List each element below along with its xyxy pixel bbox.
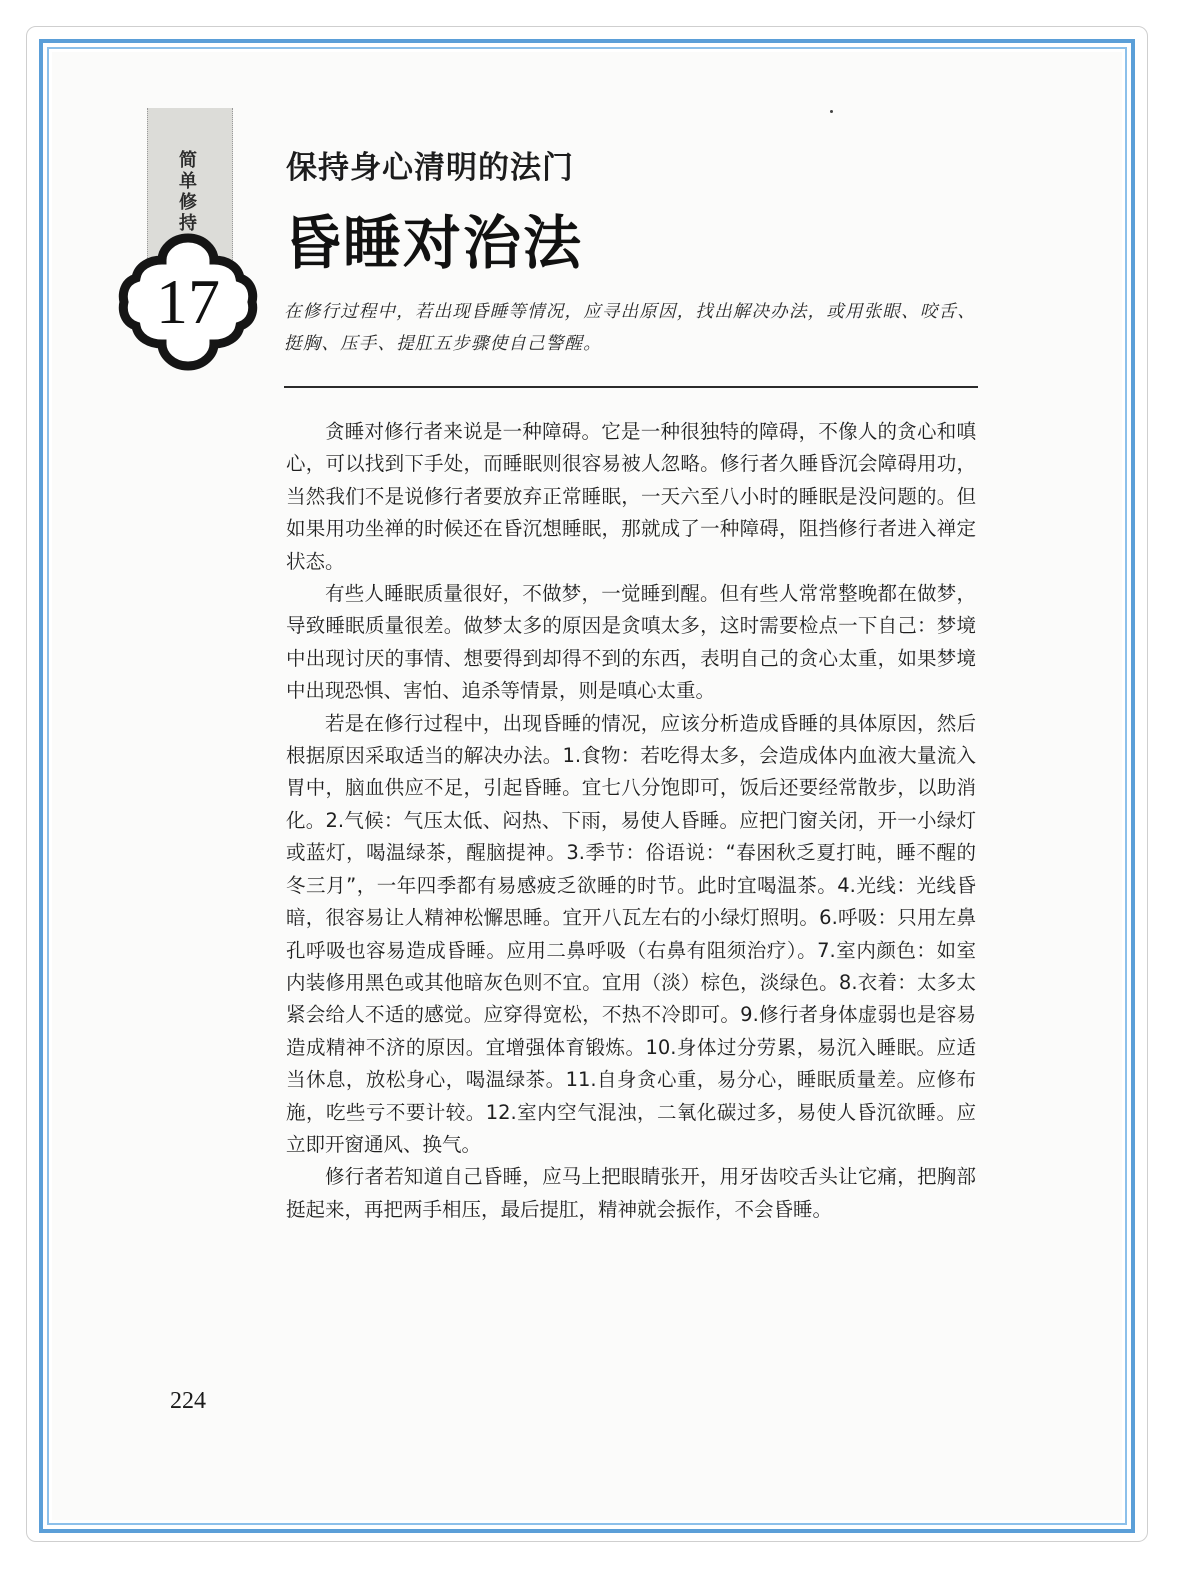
paragraph: 贪睡对修行者来说是一种障碍。它是一种很独特的障碍，不像人的贪心和嗔心，可以找到下手处，而睡眠则很容易被人忽略。修行者久睡昏沉会障碍用功，当然我们不是说修行者要放弃正常睡眠，一天六至八小时的睡眠是没问题的。但如果用功坐禅的时候还在昏沉想睡眠，那就成了一种障碍，阻挡修行者进入禅定状态。 — [286, 420, 976, 573]
page-number: 224 — [170, 1388, 206, 1414]
section-divider — [284, 386, 978, 388]
paragraph: 修行者若知道自己昏睡，应马上把眼睛张开，用牙齿咬舌头让它痛，把胸部挺起来，再把两手相压，最后提肛，精神就会振作，不会昏睡。 — [286, 1165, 976, 1221]
chapter-title: 昏睡对治法 — [283, 209, 584, 277]
paragraph: 有些人睡眠质量很好，不做梦，一觉睡到醒。但有些人常常整晚都在做梦，导致睡眠质量很差。做梦太多的原因是贪嗔太多，这时需要检点一下自己：梦境中出现讨厌的事情、想要得到却得不到的东西，表明自己的贪心太重，如果梦境中出现恐惧、害怕、追杀等情景，则是嗔心太重。 — [286, 582, 976, 703]
paragraph: 若是在修行过程中，出现昏睡的情况，应该分析造成昏睡的具体原因，然后根据原因采取适当的解决办法。1.食物：若吃得太多，会造成体内血液大量流入胃中，脑血供应不足，引起昏睡。宜七八分饱即可，饭后还要经常散步，以助消化。2.气候：气压太低、闷热、下雨，易使人昏睡。应把门窗关闭，开一小绿灯或蓝灯，喝温绿茶，醒脑提神。3.季节：俗语说：“春困秋乏夏打盹，睡不醒的冬三月”，一年四季都有易感疲乏欲睡的时节。此时宜喝温茶。4.光线：光线昏暗，很容易让人精神松懈思睡。宜开八瓦左右的小绿灯照明。6.呼吸：只用左鼻孔呼吸也容易造成昏睡。应用二鼻呼吸（右鼻有阻须治疗）。7.室内颜色：如室内装修用黑色或其他暗灰色则不宜。宜用（淡）棕色，淡绿色。8.衣着：太多太紧会给人不适的感觉。应穿得宽松，不热不冷即可。9.修行者身体虚弱也是容易造成精神不济的原因。宜增强体育锻炼。10.身体过分劳累，易沉入睡眠。应适当休息，放松身心，喝温绿茶。11.自身贪心重，易分心，睡眠质量差。应修布施，吃些亏不要计较。12.室内空气混浊，二氧化碳过多，易使人昏沉欲睡。应立即开窗通风、换气。 — [286, 711, 976, 1156]
chapter-number: 17 — [156, 266, 220, 337]
chapter-subtitle: 保持身心清明的法门 — [286, 150, 574, 186]
body-text — [286, 416, 976, 1226]
sidebar-tab-label: 简单修持 — [179, 150, 197, 234]
scan-speck — [830, 110, 833, 113]
chapter-abstract: 在修行过程中，若出现昏睡等情况，应寻出原因，找出解决办法，或用张眼、咬舌、挺胸、压手、提肛五步骤使自己警醒。 — [284, 302, 976, 354]
